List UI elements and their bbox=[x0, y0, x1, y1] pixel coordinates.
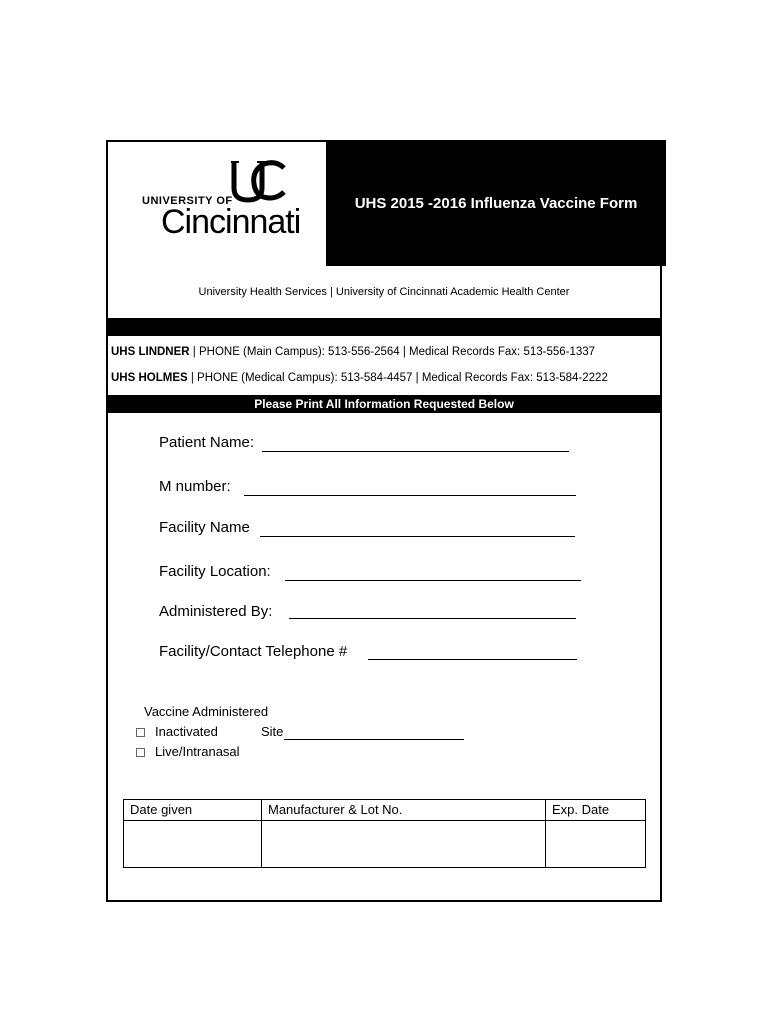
option-live[interactable] bbox=[136, 744, 240, 759]
contact-lindner bbox=[111, 346, 595, 358]
patient-name-field[interactable] bbox=[262, 451, 569, 452]
form-title: UHS 2015 -2016 Influenza Vaccine Form bbox=[354, 194, 638, 212]
facility-location-label: Facility Location: bbox=[159, 563, 271, 580]
option-inactivated-label: Inactivated bbox=[155, 724, 218, 739]
manufacturer-lot-cell[interactable] bbox=[262, 821, 546, 868]
uc-monogram-icon bbox=[228, 158, 288, 204]
contact-holmes bbox=[111, 372, 608, 384]
m-number-label: M number: bbox=[159, 478, 231, 495]
m-number-field[interactable] bbox=[244, 495, 576, 496]
administered-by-label: Administered By: bbox=[159, 603, 273, 620]
logo-big-text: Cincinnati bbox=[161, 203, 301, 241]
lot-table bbox=[123, 799, 646, 868]
title-bar bbox=[326, 140, 666, 266]
subheader: University Health Services | University of Cincinnati Academic Health Center bbox=[198, 286, 570, 298]
facility-name-field[interactable] bbox=[260, 536, 575, 537]
option-inactivated[interactable] bbox=[136, 724, 218, 739]
checkbox-live[interactable] bbox=[136, 748, 145, 757]
contact-details: | PHONE (Medical Campus): 513-584-4457 | Medical Records Fax: 513-584-2222 bbox=[187, 372, 608, 384]
divider-bar bbox=[106, 318, 662, 336]
exp-date-cell[interactable] bbox=[546, 821, 646, 868]
contact-name: UHS LINDNER bbox=[111, 346, 190, 358]
patient-name-label: Patient Name: bbox=[159, 434, 255, 451]
vaccine-administered-label: Vaccine Administered bbox=[144, 704, 269, 719]
column-header-date: Date given bbox=[124, 800, 262, 821]
contact-details: | PHONE (Main Campus): 513-556-2564 | Medical Records Fax: 513-556-1337 bbox=[189, 346, 596, 358]
university-logo bbox=[106, 140, 326, 266]
site-label: Site bbox=[261, 724, 284, 739]
telephone-label: Facility/Contact Telephone # bbox=[159, 643, 348, 660]
logo-small-text: UNIVERSITY OF bbox=[142, 195, 233, 207]
date-given-cell[interactable] bbox=[124, 821, 262, 868]
column-header-manufacturer: Manufacturer & Lot No. bbox=[262, 800, 546, 821]
column-header-exp-date: Exp. Date bbox=[546, 800, 646, 821]
facility-name-label: Facility Name bbox=[159, 519, 250, 536]
telephone-field[interactable] bbox=[368, 659, 577, 660]
facility-location-field[interactable] bbox=[285, 580, 581, 581]
administered-by-field[interactable] bbox=[289, 618, 576, 619]
option-live-label: Live/Intranasal bbox=[155, 744, 240, 759]
checkbox-inactivated[interactable] bbox=[136, 728, 145, 737]
instruction-bar: Please Print All Information Requested Below bbox=[106, 395, 662, 413]
contact-name: UHS HOLMES bbox=[111, 372, 188, 384]
table-header-row bbox=[124, 800, 646, 821]
table-row bbox=[124, 821, 646, 868]
site-field[interactable] bbox=[284, 739, 464, 740]
